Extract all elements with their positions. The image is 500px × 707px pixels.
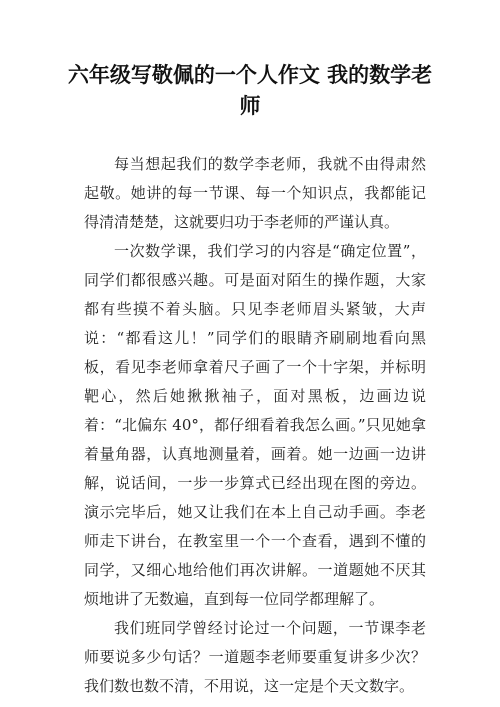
paragraph-1: 每当想起我们的数学李老师，我就不由得肃然起敬。她讲的每一节课、每一个知识点，我都能记得清清楚楚，这就要归功于李老师的严谨认真。 — [84, 155, 426, 231]
document-title: 六年级写敬佩的一个人作文 我的数学老师 — [67, 63, 433, 118]
paragraph-2: 一次数学课，我们学习的内容是“确定位置”，同学们都很感兴趣。可是面对陌生的操作题，大家都有些摸不着头脑。只见李老师眉头紧皱，大声说：“都看这儿！”同学们的眼睛齐刷刷地看向黑板，看见李老师拿着尺子画了一个十字架，并标明靶心，然后她揪揪袖子，面对黑板，边画边说着：“北偏东 40°，都仔细看着我怎么画。”只见她拿着量角器，认真地测量着，画着。她一边画一边讲解，说话间，一步一步算式已经出现在图的旁边。演示完毕后，她又让我们在本上自己动手画。李老师走下讲台，在教室里一个一个查看，遇到不懂的同学，又细心地给他们再次讲解。一道题她不厌其烦地讲了无数遍，直到每一位同学都理解了。 — [84, 242, 426, 608]
paragraph-3: 我们班同学曾经讨论过一个问题，一节课李老师要说多少句话？一道题李老师要重复讲多少次？我们数也数不清，不用说，这一定是个天文数字。 — [84, 619, 426, 695]
document-body — [84, 150, 426, 701]
